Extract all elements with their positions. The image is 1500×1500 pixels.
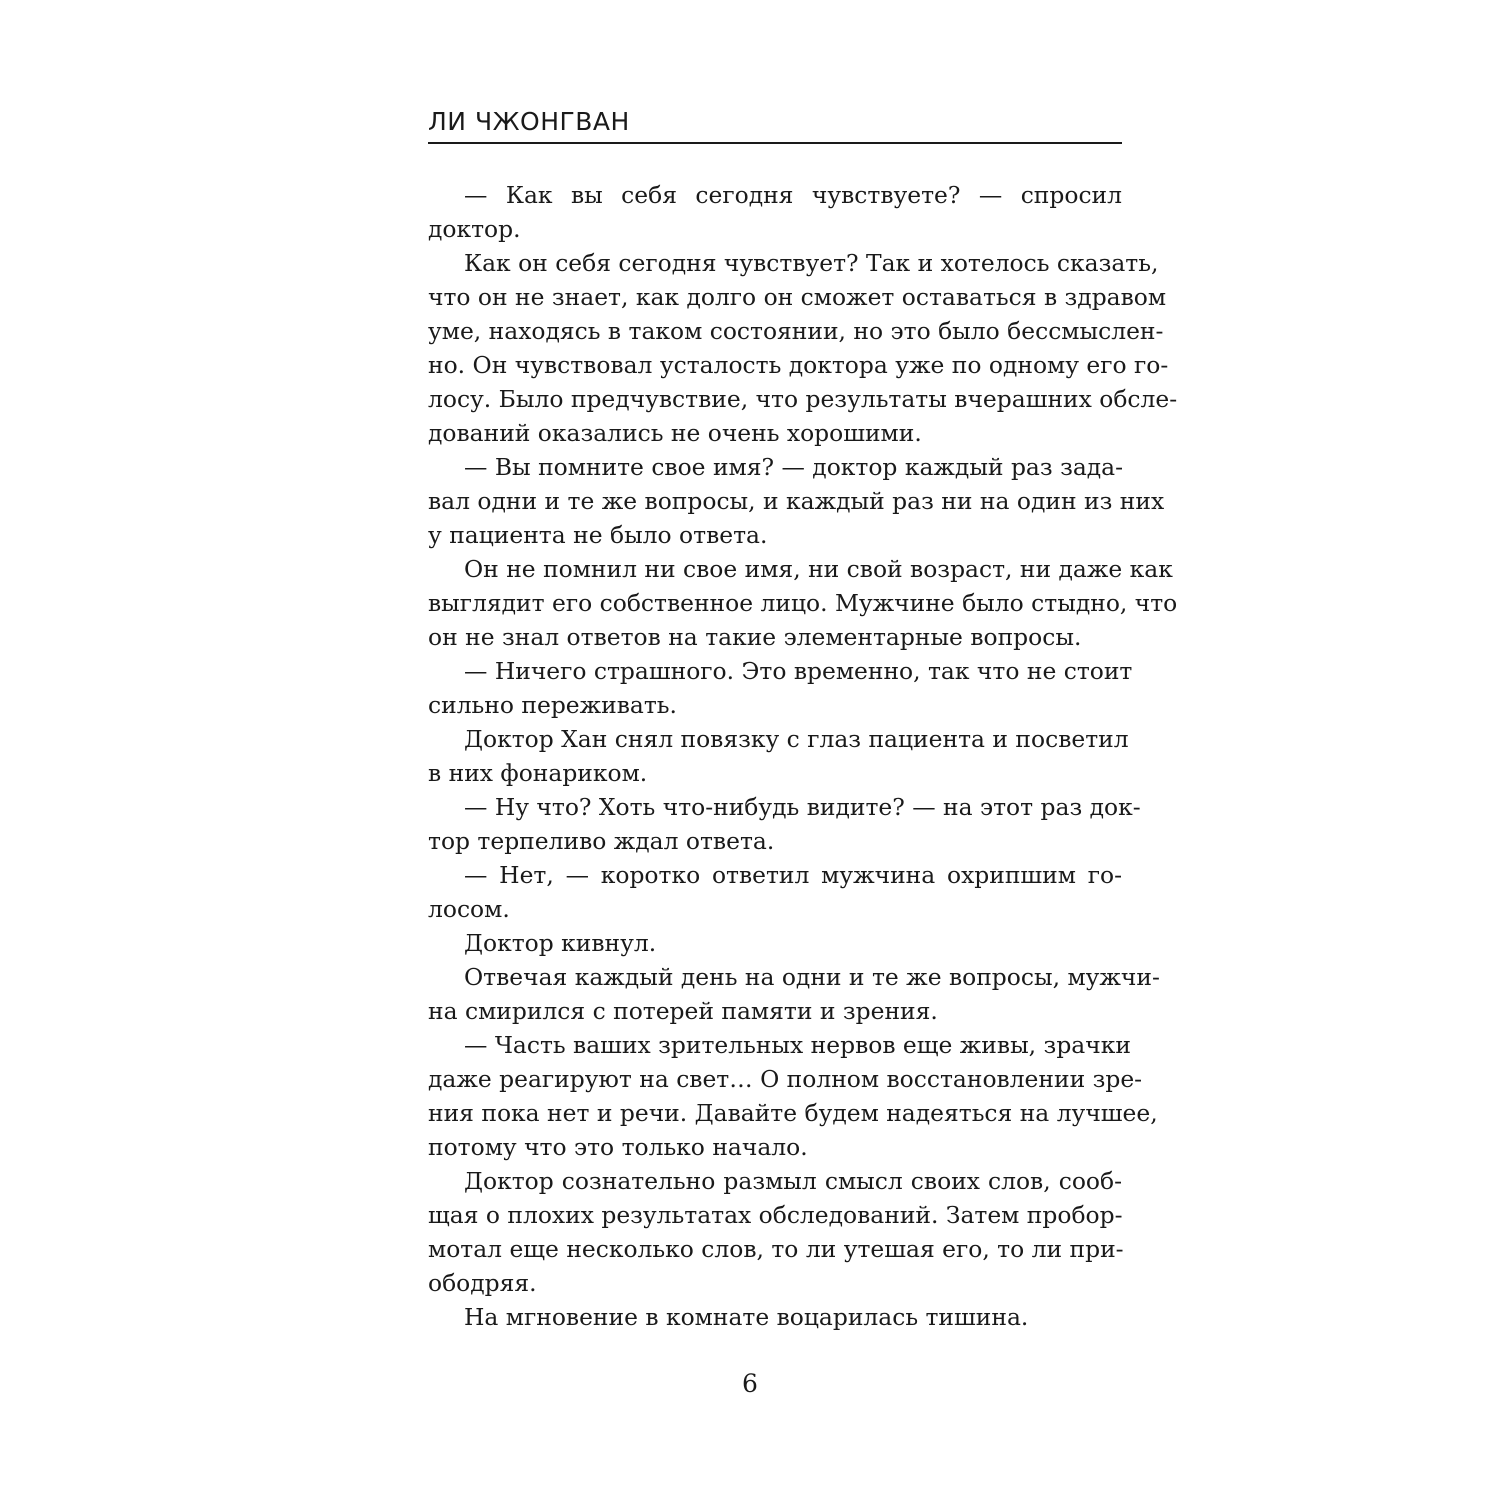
- text-line: но. Он чувствовал усталость доктора уже по одному его го-: [428, 351, 1169, 379]
- paragraph: [428, 1300, 1122, 1334]
- text-line: ободряя.: [428, 1269, 537, 1297]
- text-line: дований оказались не очень хорошими.: [428, 419, 922, 447]
- paragraph: [428, 246, 1178, 450]
- text-line: Доктор Хан снял повязку с глаз пациента и посветил: [464, 725, 1129, 753]
- text-line: у пациента не было ответа.: [428, 521, 768, 549]
- text-line: Доктор сознательно размыл смысл своих слов, сооб-: [464, 1167, 1122, 1195]
- text-line: ния пока нет и речи. Давайте будем надеяться на лучшее,: [428, 1099, 1158, 1127]
- paragraph: [428, 722, 1129, 790]
- paragraph: [428, 1164, 1122, 1300]
- text-line: На мгновение в комнате воцарилась тишина.: [464, 1303, 1029, 1331]
- text-line: на смирился с потерей памяти и зрения.: [428, 997, 938, 1025]
- text-line: уме, находясь в таком состоянии, но это было бессмыслен-: [428, 317, 1164, 345]
- text-line: в них фонариком.: [428, 759, 648, 787]
- paragraph: [428, 858, 1122, 926]
- text-line: лосом.: [428, 895, 510, 923]
- text-line: он не знал ответов на такие элементарные вопросы.: [428, 623, 1082, 651]
- text-line: мотал еще несколько слов, то ли утешая его, то ли при-: [428, 1235, 1124, 1263]
- paragraph: [428, 790, 1141, 858]
- text-line: — Вы помните свое имя? — доктор каждый раз зада-: [464, 453, 1124, 481]
- text-line: Отвечая каждый день на одни и те же вопросы, мужчи-: [464, 963, 1160, 991]
- body-text: [428, 178, 1178, 1334]
- text-line: — Ничего страшного. Это временно, так что не стоит: [464, 657, 1133, 685]
- paragraph: [428, 960, 1160, 1028]
- paragraph: [428, 552, 1178, 654]
- text-line: щая о плохих результатах обследований. Затем пробор-: [428, 1201, 1123, 1229]
- text-line: — Часть ваших зрительных нервов еще живы, зрачки: [464, 1031, 1131, 1059]
- paragraph: [428, 1028, 1158, 1164]
- text-line: тор терпеливо ждал ответа.: [428, 827, 775, 855]
- text-line: доктор.: [428, 215, 521, 243]
- text-line: выглядит его собственное лицо. Мужчине было стыдно, что: [428, 589, 1178, 617]
- text-line: потому что это только начало.: [428, 1133, 808, 1161]
- paragraph: [428, 926, 1122, 960]
- text-line: что он не знает, как долго он сможет оставаться в здравом: [428, 283, 1167, 311]
- page-number: 6: [742, 1369, 758, 1398]
- paragraph: [428, 450, 1165, 552]
- text-line: вал одни и те же вопросы, и каждый раз ни на один из них: [428, 487, 1165, 515]
- paragraph: [428, 654, 1133, 722]
- running-head: ЛИ ЧЖОНГВАН: [428, 107, 1122, 144]
- text-line: лосу. Было предчувствие, что результаты вчерашних обсле-: [428, 385, 1178, 413]
- text-line: — Нет, — коротко ответил мужчина охрипшим го-: [464, 861, 1122, 889]
- paragraph: [428, 178, 1122, 246]
- text-line: Доктор кивнул.: [464, 929, 657, 957]
- text-line: — Ну что? Хоть что-нибудь видите? — на этот раз док-: [464, 793, 1141, 821]
- text-line: Он не помнил ни свое имя, ни свой возраст, ни даже как: [464, 555, 1173, 583]
- text-line: — Как вы себя сегодня чувствуете? — спросил: [464, 181, 1122, 209]
- text-line: даже реагируют на свет… О полном восстановлении зре-: [428, 1065, 1143, 1093]
- text-line: Как он себя сегодня чувствует? Так и хотелось сказать,: [464, 249, 1159, 277]
- text-line: сильно переживать.: [428, 691, 677, 719]
